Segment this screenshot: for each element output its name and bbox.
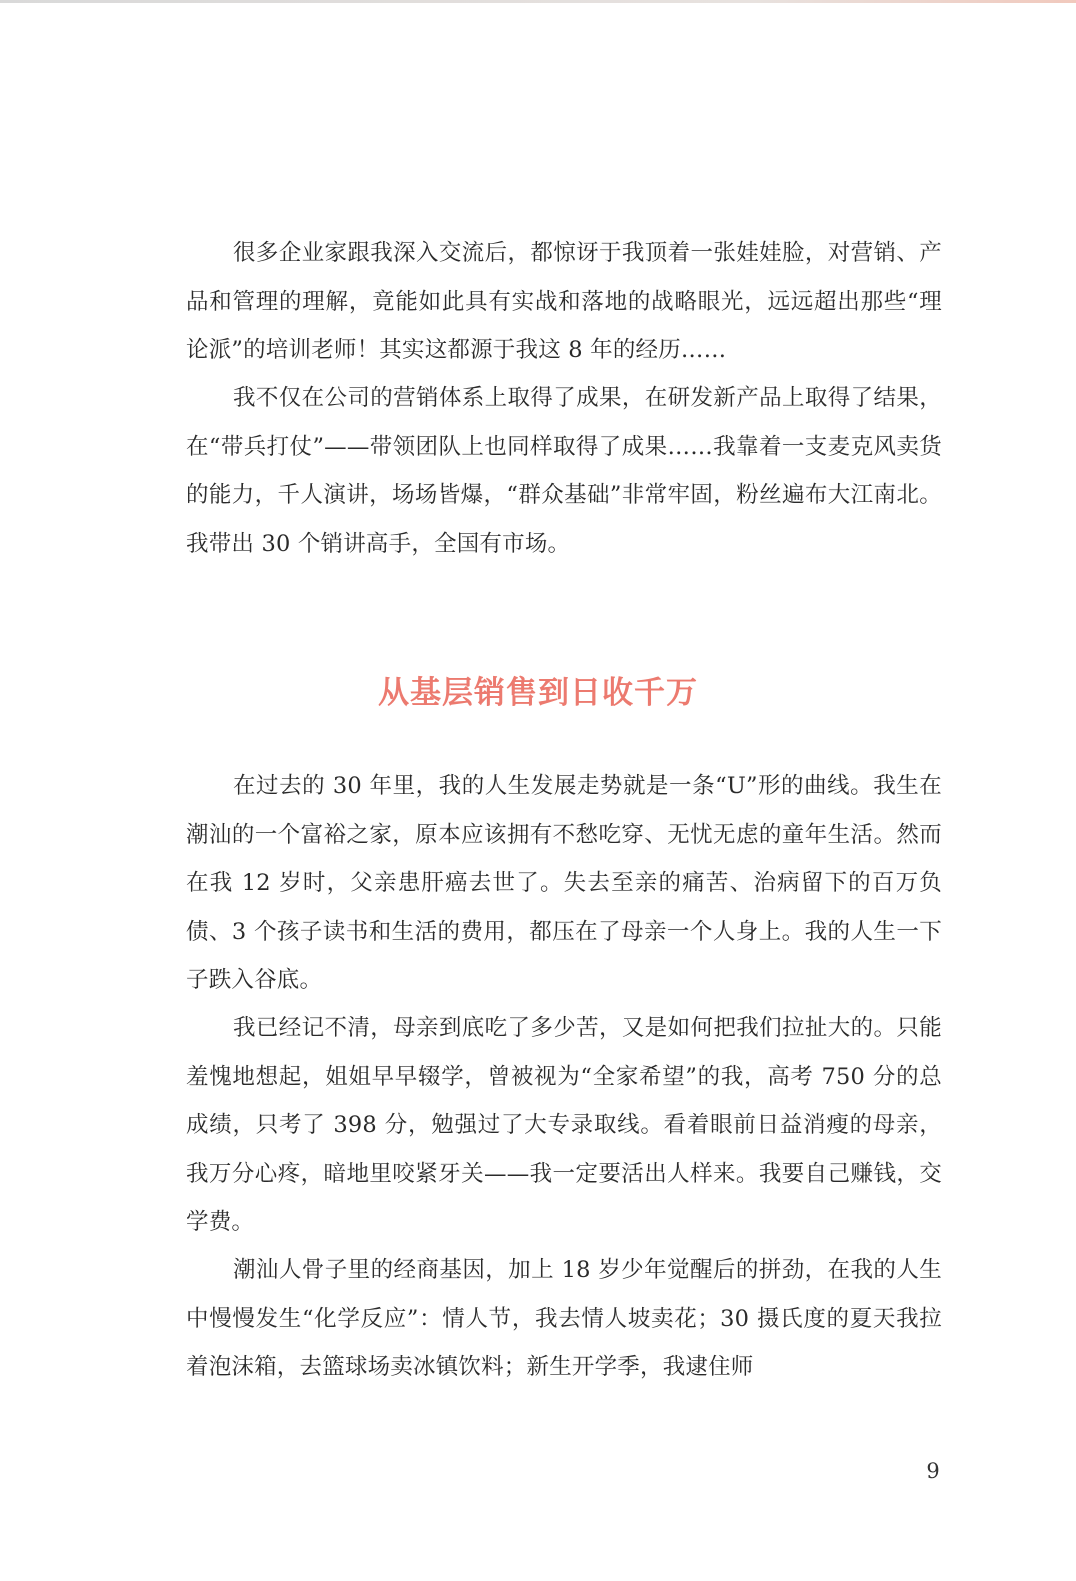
paragraph-5: 潮汕人骨子里的经商基因，加上 18 岁少年觉醒后的拼劲，在我的人生中慢慢发生“化学反应”：情人节，我去情人坡卖花；30 摄氏度的夏天我拉着泡沫箱，去篮球场卖冰镇饮料；新生开学季，我逮住师 <box>186 1257 942 1380</box>
paragraph-4: 我已经记不清，母亲到底吃了多少苦，又是如何把我们拉扯大的。只能羞愧地想起，姐姐早早辍学，曾被视为“全家希望”的我，高考 750 分的总成绩，只考了 398 分，勉强过了大专录取线。看着眼前日益消瘦的母亲，我万分心疼，暗地里咬紧牙关——我一定要活出人样来。我要自己赚钱，交学费。 <box>186 1015 942 1235</box>
section-title: 从基层销售到日收千万 <box>378 675 698 711</box>
top-edge-rule <box>0 0 1076 3</box>
paragraph-3: 在过去的 30 年里，我的人生发展走势就是一条“U”形的曲线。我生在潮汕的一个富裕之家，原本应该拥有不愁吃穿、无忧无虑的童年生活。然而在我 12 岁时，父亲患肝癌去世了。失去至亲的痛苦、治病留下的百万负债、3 个孩子读书和生活的费用，都压在了母亲一个人身上。我的人生一下子跌入谷底。 <box>186 773 942 993</box>
paragraph-1: 很多企业家跟我深入交流后，都惊讶于我顶着一张娃娃脸，对营销、产品和管理的理解，竟能如此具有实战和落地的战略眼光，远远超出那些“理论派”的培训老师！其实这都源于我这 8 年的经历…… <box>186 240 942 363</box>
paragraph-2: 我不仅在公司的营销体系上取得了成果，在研发新产品上取得了结果，在“带兵打仗”——带领团队上也同样取得了成果……我靠着一支麦克风卖货的能力，千人演讲，场场皆爆，“群众基础”非常牢固，粉丝遍布大江南北。我带出 30 个销讲高手，全国有市场。 <box>186 385 942 557</box>
page-number: 9 <box>926 1459 940 1483</box>
